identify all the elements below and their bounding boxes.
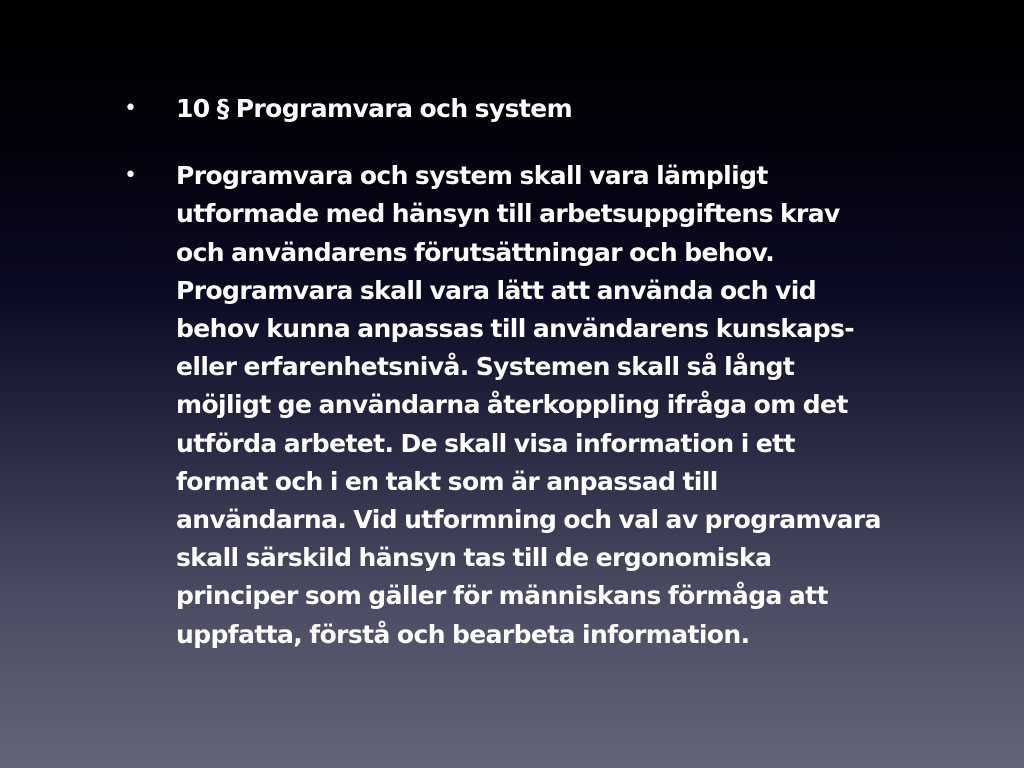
body-line: eller erfarenhetsnivå. Systemen skall så långt [176, 352, 795, 382]
bullet-dot: • [124, 163, 137, 189]
bullet-item-heading [124, 90, 924, 128]
body-line: användarna. Vid utformning och val av programvara [176, 505, 881, 535]
body-line: och användarens förutsättningar och behov. [176, 237, 775, 267]
body-line: möjligt ge användarna återkoppling ifråga om det [176, 390, 848, 420]
body-line: Programvara skall vara lätt att använda och vid [176, 275, 817, 305]
body-line: utformade med hänsyn till arbetsuppgiftens krav [176, 199, 840, 229]
body-line: behov kunna anpassas till användarens kunskaps- [176, 314, 855, 344]
bullet-dot: • [124, 96, 137, 121]
heading-text: 10 § Programvara och system [176, 94, 573, 123]
body-line: Programvara och system skall vara lämpligt [176, 161, 768, 191]
body-line: principer som gäller för människans förmåga att [176, 581, 828, 611]
body-line: uppfatta, förstå och bearbeta information. [176, 619, 750, 649]
body-line: skall särskild hänsyn tas till de ergonomiska [176, 543, 772, 573]
body-line: utförda arbetet. De skall visa information i ett [176, 428, 795, 458]
bullet-list [124, 90, 924, 654]
bullet-item-body [124, 157, 924, 654]
body-line: format och i en takt som är anpassad till [176, 466, 718, 496]
